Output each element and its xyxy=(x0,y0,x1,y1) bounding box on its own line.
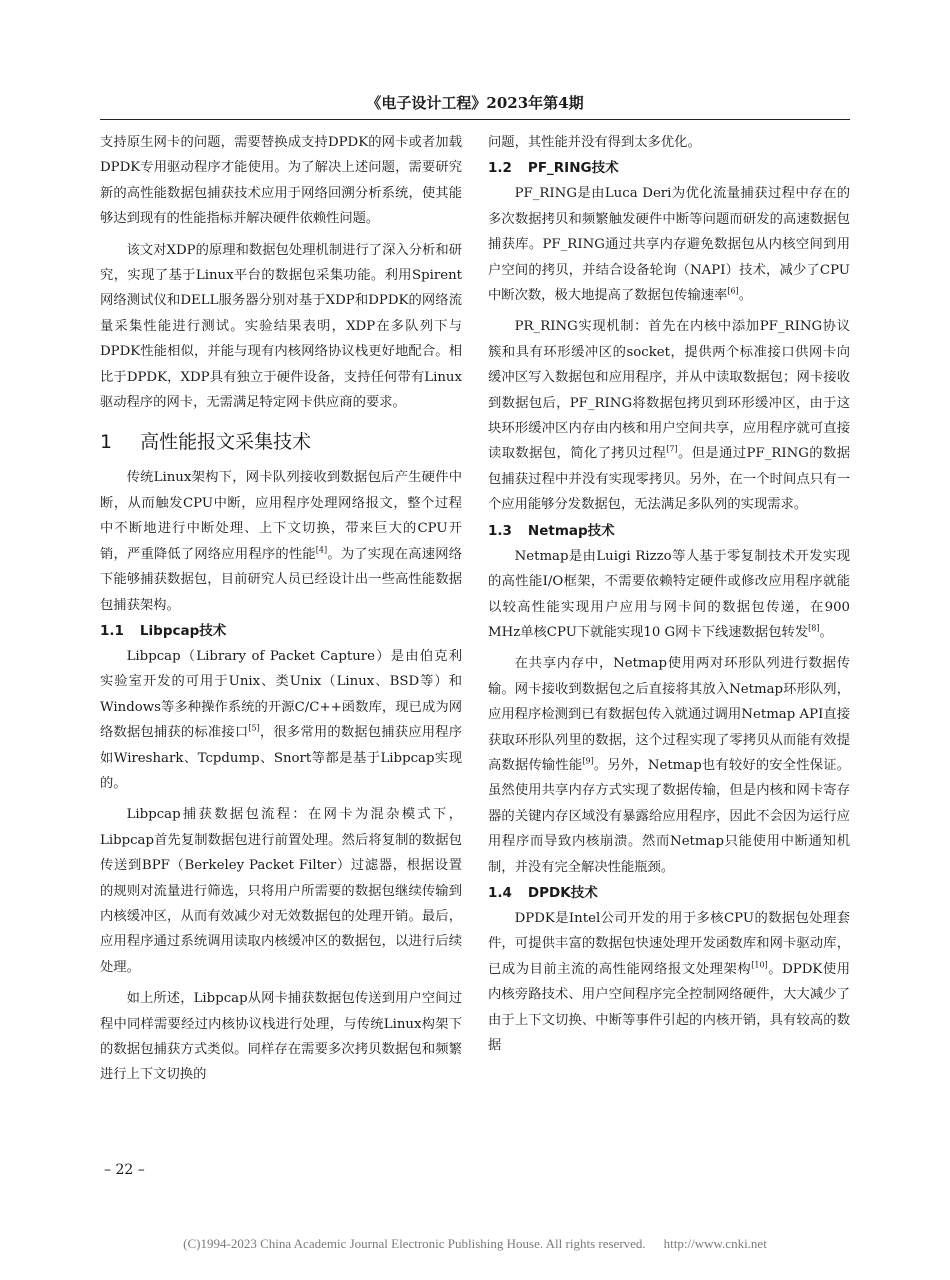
paragraph: PR_RING实现机制：首先在内核中添加PF_RING协议簇和具有环形缓冲区的socket，提供两个标准接口供网卡向缓冲区写入数据包和应用程序，并从中读取数据包；网卡接收到数据包后，PF_RING将数据包拷贝到环形缓冲区，由于这块环形缓冲区内存由内核和用户空间共享，应用程序就可直接读取数据包，简化了拷贝过程[7]。但是通过PF_RING的数据包捕获过程中并没有实现零拷贝。另外，在一个时间点只有一个应用能够分发数据包，无法满足多队列的实现需求。 xyxy=(488,319,851,513)
subsection-title: Libpcap技术 xyxy=(139,622,227,639)
subsection-heading xyxy=(100,619,462,644)
page-number: – 22 – xyxy=(104,1162,145,1178)
citation: [8] xyxy=(808,623,820,633)
paragraph: Libpcap捕获数据包流程：在网卡为混杂模式下，Libpcap首先复制数据包进行前置处理。然后将复制的数据包传送到BPF（Berkeley Packet Filter）过滤器，根据设置的规则对流量进行筛选，只将用户所需要的数据包继续传输到内核缓冲区，从而有效减少对无效数据包的处理开销。最后，应用程序通过系统调用读取内核缓冲区的数据包，以进行后续处理。 xyxy=(100,807,462,975)
paragraph: 该文对XDP的原理和数据包处理机制进行了深入分析和研究，实现了基于Linux平台的数据包采集功能。利用Spirent网络测试仪和DELL服务器分别对基于XDP和DPDK的网络流量采集性能进行测试。实验结果表明，XDP在多队列下与DPDK性能相似，并能与现有内核网络协议栈更好地配合。相比于DPDK，XDP具有独立于硬件设备，支持任何带有Linux驱动程序的网卡，无需满足特定网卡供应商的要求。 xyxy=(100,242,462,411)
paragraph: 问题，其性能并没有得到太多优化。 xyxy=(488,135,701,150)
journal-header: 《电子设计工程》2023年第4期 xyxy=(366,94,584,112)
citation: [9] xyxy=(582,756,594,766)
copyright-text: (C)1994-2023 China Academic Journal Electronic Publishing House. All rights reserved. xyxy=(183,1236,646,1251)
paragraph: 如上所述，Libpcap从网卡捕获数据包传送到用户空间过程中同样需要经过内核协议栈进行处理，与传统Linux构架下的数据包捕获方式类似。同样存在需要多次拷贝数据包和频繁进行上下文切换的 xyxy=(100,991,462,1083)
citation: [4] xyxy=(315,545,328,555)
subsection-number: 1.3 xyxy=(488,522,512,539)
subsection-number: 1.4 xyxy=(488,884,512,901)
section-number: 1 xyxy=(100,431,113,454)
subsection-heading xyxy=(488,519,850,544)
citation: [7] xyxy=(666,445,678,455)
citation: [10] xyxy=(751,960,768,970)
paragraph: PF_RING是由Luca Deri为优化流量捕获过程中存在的多次数据拷贝和频繁触发硬件中断等问题而研发的高速数据包捕获库。PF_RING通过共享内存避免数据包从内核空间到用户空间的拷贝，并结合设备轮询（NAPI）技术，减少了CPU中断次数，极大地提高了数据包传输速率[6]。 xyxy=(488,186,850,304)
section-title: 高性能报文采集技术 xyxy=(140,431,312,454)
left-column xyxy=(100,130,462,1089)
citation: [5] xyxy=(248,723,260,733)
subsection-title: DPDK技术 xyxy=(527,884,598,901)
subsection-title: PF_RING技术 xyxy=(527,160,619,177)
right-column xyxy=(488,130,850,1059)
copyright-footer xyxy=(0,1236,950,1252)
paragraph: DPDK是Intel公司开发的用于多核CPU的数据包处理套件，可提供丰富的数据包快速处理开发函数库和网卡驱动库，已成为目前主流的高性能网络报文处理架构[10]。DPDK使用内核旁路技术、用户空间程序完全控制网络硬件，大大减少了由于上下文切换、中断等事件引起的内核开销，具有较高的数据 xyxy=(488,910,850,1053)
header-rule xyxy=(100,119,850,120)
subsection-heading xyxy=(488,156,850,181)
subsection-heading xyxy=(488,881,850,906)
paragraph: Libpcap（Library of Packet Capture）是由伯克利实验室开发的可用于Unix、类Unix（Linux、BSD等）和Windows等多种操作系统的开源C/C++函数库，现已成为网络数据包捕获的标准接口[5]，很多常用的数据包捕获应用程序如Wireshark、Tcpdump、Snort等都是基于Libpcap实现的。 xyxy=(100,648,463,791)
paragraph: Netmap是由Luigi Rizzo等人基于零复制技术开发实现的高性能I/O框架，不需要依赖特定硬件或修改应用程序就能以较高性能实现用户应用与网卡间的数据包传递，在900 MHz单核CPU下就能实现10 G网卡下线速数据包转发[8]。 xyxy=(488,548,850,640)
subsection-number: 1.1 xyxy=(100,622,124,639)
subsection-title: Netmap技术 xyxy=(527,522,615,539)
paragraph: 在共享内存中，Netmap使用两对环形队列进行数据传输。网卡接收到数据包之后直接将其放入Netmap环形队列，应用程序检测到已有数据包传入就通过调用Netmap API直接获取环形队列里的数据，这个过程实现了零拷贝从而能有效提高数据传输性能[9]。另外，Netmap也有较好的安全性保证。虽然使用共享内存方式实现了数据传输，但是内核和网卡寄存器的关键内存区域没有暴露给应用程序，因此不会因为运行应用程序而导致内核崩溃。然而Netmap只能使用中断通知机制，并没有完全解决性能瓶颈。 xyxy=(488,656,851,875)
citation: [6] xyxy=(727,286,739,296)
subsection-number: 1.2 xyxy=(488,160,512,177)
paragraph: 支持原生网卡的问题，需要替换成支持DPDK的网卡或者加载DPDK专用驱动程序才能使用。为了解决上述问题，需要研究新的高性能数据包捕获技术应用于网络回溯分析系统，使其能够达到现有的性能指标并解决硬件依赖性问题。 xyxy=(100,135,462,227)
footer-url: http://www.cnki.net xyxy=(663,1236,767,1251)
paragraph: 传统Linux架构下，网卡队列接收到数据包后产生硬件中断，从而触发CPU中断，应用程序处理网络报文，整个过程中不断地进行中断处理、上下文切换，带来巨大的CPU开销，严重降低了网络应用程序的性能[4]。为了实现在高速网络下能够捕获数据包，目前研究人员已经设计出一些高性能数据包捕获架构。 xyxy=(100,470,463,613)
section-heading xyxy=(100,427,462,457)
